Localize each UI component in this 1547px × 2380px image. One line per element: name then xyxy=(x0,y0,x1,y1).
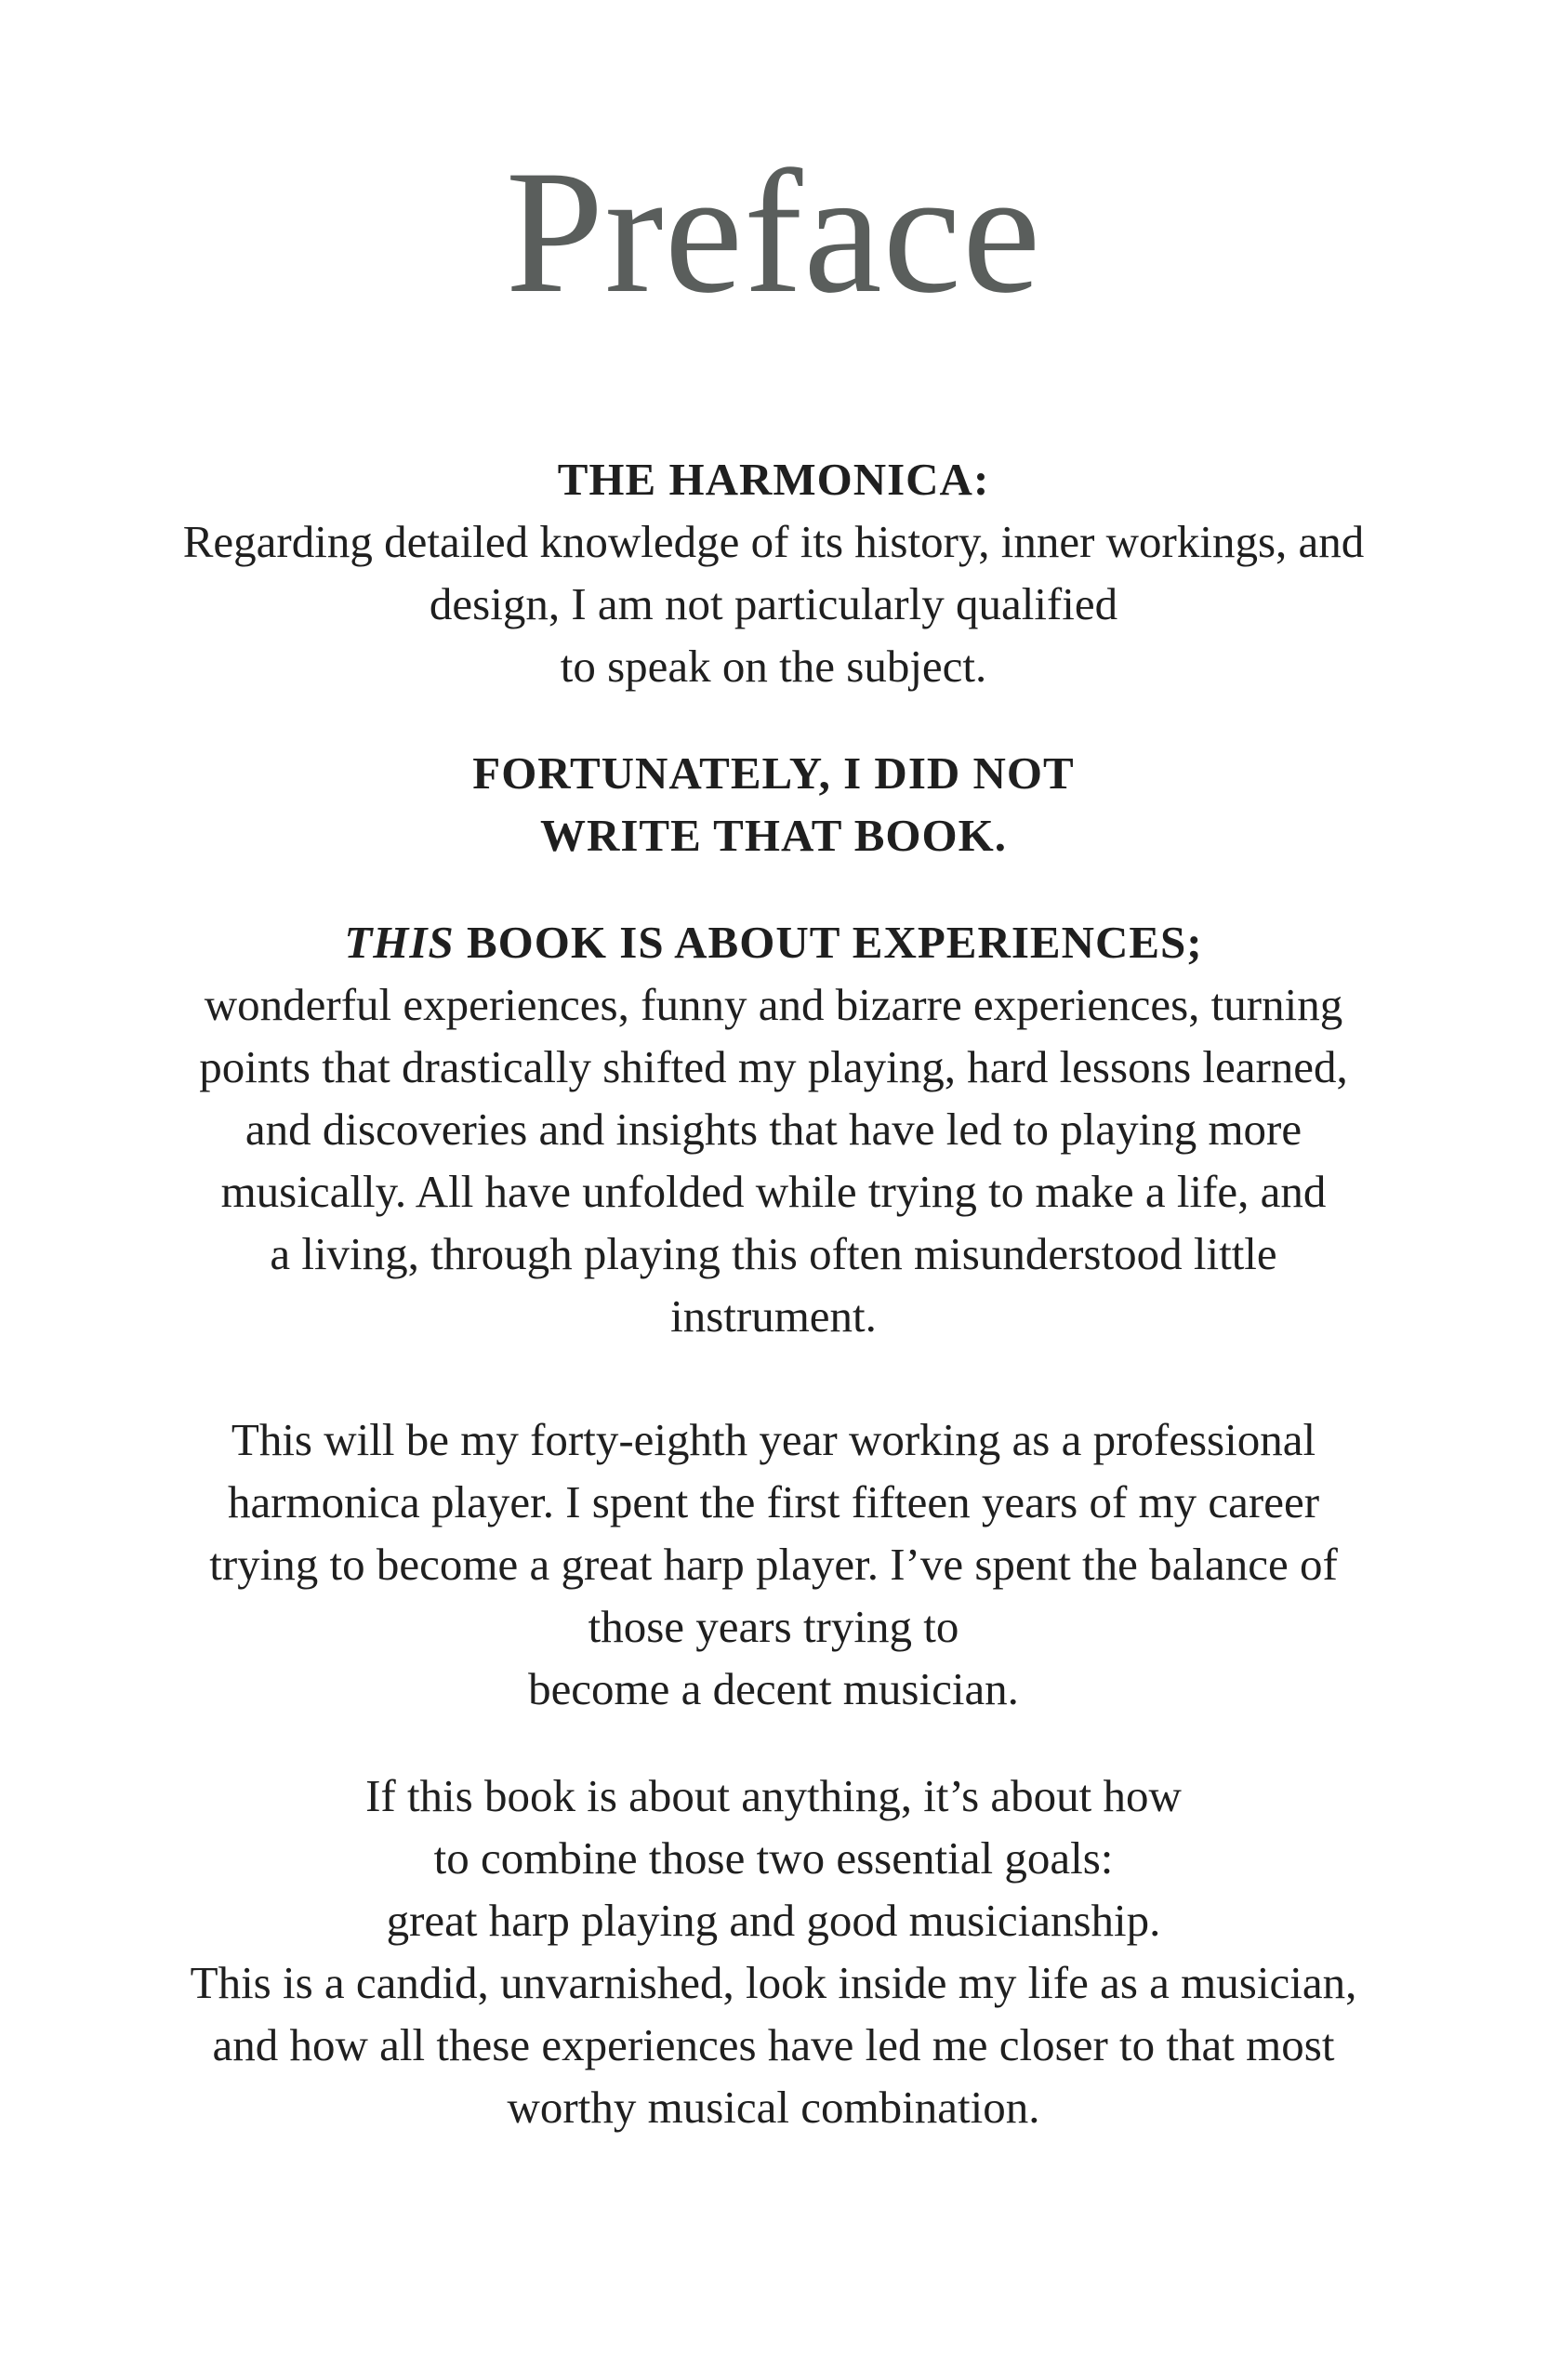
spacer xyxy=(112,1720,1435,1765)
body-line: and discoveries and insights that have led to playing more xyxy=(245,1104,1302,1155)
spacer xyxy=(112,866,1435,911)
section-fortunately xyxy=(112,742,1435,866)
section-experiences xyxy=(112,911,1435,1347)
body-line: and how all these experiences have led me closer to that most xyxy=(212,2019,1335,2070)
body-line: harmonica player. I spent the first fifteen years of my career xyxy=(227,1476,1320,1527)
page-title: Preface xyxy=(505,135,1042,330)
body-line: great harp playing and good musicianship. xyxy=(386,1895,1161,1946)
body-line: wonderful experiences, funny and bizarre experiences, turning xyxy=(204,979,1343,1030)
section-heading: THE HARMONICA: xyxy=(557,454,990,505)
section-heading: WRITE THAT BOOK. xyxy=(539,810,1008,861)
body-line: to speak on the subject. xyxy=(560,641,987,692)
body-line: worthy musical combination. xyxy=(507,2082,1040,2133)
body-line: points that drastically shifted my playing, hard lessons learned, xyxy=(199,1041,1348,1092)
body-line: instrument. xyxy=(670,1290,877,1342)
body-line: to combine those two essential goals: xyxy=(433,1832,1114,1884)
body-line: those years trying to xyxy=(588,1601,959,1652)
section-heading xyxy=(112,911,1435,973)
body-line: Regarding detailed knowledge of its history, inner workings, and xyxy=(182,516,1365,567)
section-heading: FORTUNATELY, I DID NOT xyxy=(472,747,1075,799)
body-line: musically. All have unfolded while trying to make a life, and xyxy=(220,1166,1327,1217)
body-line: This will be my forty-eighth year working as a professional xyxy=(231,1414,1316,1465)
spacer xyxy=(112,1347,1435,1408)
spacer xyxy=(112,697,1435,742)
body-line: design, I am not particularly qualified xyxy=(429,578,1118,629)
section-harmonica xyxy=(112,448,1435,697)
section-career xyxy=(112,1408,1435,1720)
body-line: If this book is about anything, it’s about how xyxy=(365,1770,1182,1821)
body-line: become a decent musician. xyxy=(528,1663,1019,1714)
section-goals xyxy=(112,1765,1435,2138)
preface-body xyxy=(112,448,1435,2138)
body-line: This is a candid, unvarnished, look inside my life as a musician, xyxy=(190,1957,1357,2008)
body-line: trying to become a great harp player. I’ve spent the balance of xyxy=(209,1539,1338,1590)
emphasis-text: THIS xyxy=(344,917,455,968)
heading-text: BOOK IS ABOUT EXPERIENCES; xyxy=(454,917,1203,968)
body-line: a living, through playing this often misunderstood little xyxy=(270,1228,1277,1279)
